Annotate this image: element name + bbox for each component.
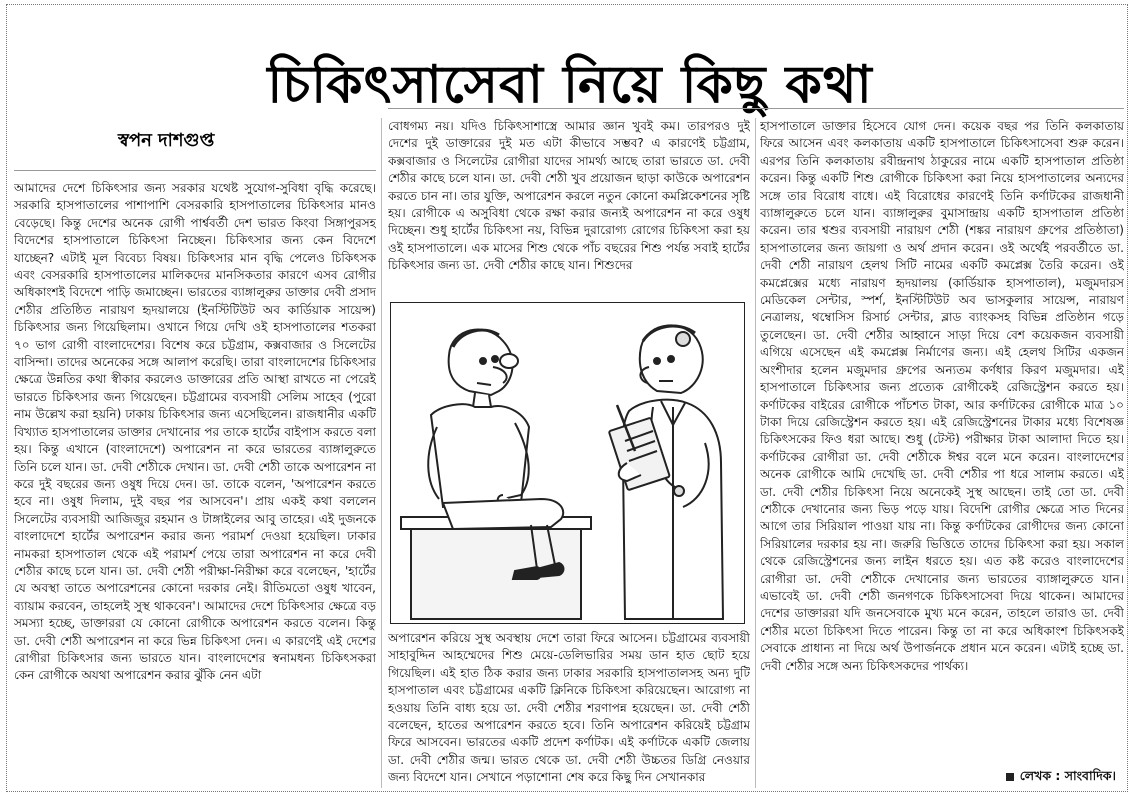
byline-divider <box>14 170 376 171</box>
signoff-label: লেখক : <box>1019 768 1061 783</box>
signoff-value: সাংবাদিক। <box>1064 768 1116 783</box>
article-column-1: আমাদের দেশে চিকিৎসার জন্য সরকার যথেষ্ট সুযোগ-সুবিধা বৃদ্ধি করেছে। সরকারি হাসপাতালের পাশাপাশি বেসরকারি হাসপাতালের চিকিৎসার মানও বেড়েছে। কিন্তু দেশের অনেক রোগী পার্শ্ববর্তী দেশ ভারত কিংবা সিঙ্গাপুরসহ বিদেশের হাসপাতালে চিকিৎসা নিচ্ছেন। চিকিৎসার জন্য কেন বিদেশে যাচ্ছেন? এটাই মূল বিবেচ্য বিষয়। চিকিৎসার মান বৃদ্ধি পেলেও চিকিৎসক এবং বেসরকারি হাসপাতালের মালিকদের মানসিকতার কারণে এসব রোগীর অধিকাংশই বিদেশে পাড়ি জমাচ্ছেন। ভারতের ব্যাঙ্গালুরুর ডাক্তার দেবী প্রসাদ শেঠীর প্রতিষ্ঠিত নারায়ণ হৃদয়ালয়ে (ইনস্টিটিউট অব কার্ডিয়াক সায়েন্স) চিকিৎসার জন্য গিয়েছিলাম। ওখানে গিয়ে দেখি ওই হাসপাতালের শতকরা ৭০ ভাগ রোগী বাংলাদেশের। বিশেষ করে চট্টগ্রাম, কক্সবাজার ও সিলেটের বাসিন্দা। তাদের অনেকের সঙ্গে আলাপ করেছি। তারা বাংলাদেশের চিকিৎসার ক্ষেত্রে উন্নতির কথা স্বীকার করলেও ডাক্তারের প্রতি আস্থা রাখতে না পেরেই ভারতে চিকিৎসার জন্য গিয়েছেন। চট্টগ্রামের ব্যবসায়ী সেলিম সাহেব (পুরো নাম উল্লেখ করা হয়নি) ঢাকায় চিকিৎসার জন্য এসেছিলেন। রাজধানীর একটি বিখ্যাত হাসপাতালের ডাক্তার দেখানোর পর তাকে হার্টের বাইপাস করতে বলা হয়। কিন্তু এখানে (বাংলাদেশে) অপারেশন না করে ভারতের ব্যাঙ্গালুরুতে তিনি চলে যান। ডা. দেবী শেঠীকে দেখান। ডা. দেবী শেঠী তাকে অপারেশন না করে দুই বছরের জন্য ওষুধ দিয়ে দেন। ডা. তাকে বলেন, 'অপারেশন করতে হবে না। ওষুধ দিলাম, দুই বছর পর আসবেন'। প্রায় একই কথা বললেন সিলেটের ব্যবসায়ী আজিজুর রহমান ও টাঙ্গাইলের আবু তাহের। এই দুজনকে বাংলাদেশে হার্টের অপারেশন করার জন্য পরামর্শ দেওয়া হয়েছিল। ঢাকার নামকরা হাসপাতাল থেকে এই পরামর্শ পেয়ে তারা অপারেশন না করে দেবী শেঠীর কাছে চলে যান। ডা. দেবী শেঠী পরীক্ষা-নিরীক্ষা করে বলেছেন, 'হার্টের যে অবস্থা তাতে অপারেশনের কোনো দরকার নেই। রীতিমতো ওষুধ খাবেন, ব্যায়াম করবেন, তাহলেই সুস্থ থাকবেন'। আমাদের দেশে চিকিৎসার ক্ষেত্রে বড় সমস্যা হচ্ছে, ডাক্তাররা যে কোনো রোগীকে অপারেশন করতে বলেন। কিন্তু ডা. দেবী শেঠী অপারেশন না করে ভিন্ন চিকিৎসা দেন। এ কারণেই এই দেশের রোগীরা চিকিৎসার জন্য ভারতে যান। বাংলাদেশের স্বনামধন্য চিকিৎসকরা কেন রোগীকে অযথা অপারেশন করার ঝুঁকি নেন এটা <box>14 181 376 683</box>
article-column-2-top: বোধগম্য নয়। যদিও চিকিৎসাশাস্ত্রে আমার জ্ঞান খুবই কম। তারপরও দুই দেশের দুই ডাক্তারের দুই মত এটা কীভাবে সম্ভব? এ কারণেই চট্টগ্রাম, কক্সবাজার ও সিলেটের রোগীরা যাদের সামর্থ্য আছে তারা ভারতে ডা. দেবী শেঠীর কাছে চলে যান। ডা. দেবী শেঠী খুব প্রয়োজন ছাড়া কাউকে অপারেশন করতে চান না। তার যুক্তি, অপারেশন করলে নতুন কোনো কমপ্লিকেশনের সৃষ্টি হয়। রোগীকে এ অসুবিধা থেকে রক্ষা করার জন্যই অপারেশন না করে ওষুধ দিচ্ছেন। শুধু হার্টের চিকিৎসা নয়, বিভিন্ন দুরারোগ্য রোগের চিকিৎসা করা হয় ওই হাসপাতালে। এক মাসের শিশু থেকে পাঁচ বছরের শিশু পর্যন্ত সবাই হার্টের চিকিৎসার জন্য ডা. দেবী শেঠীর কাছে যান। শিশুদের <box>388 119 750 273</box>
headline: চিকিৎসাসেবা নিয়ে কিছু কথা <box>267 54 873 115</box>
article-column-3: হাসপাতালে ডাক্তার হিসেবে যোগ দেন। কয়েক বছর পর তিনি কলকাতায় ফিরে আসেন এবং কলকাতায় একটি হাসপাতালে চিকিৎসাসেবা শুরু করেন। এরপর তিনি কলকাতায় রবীন্দ্রনাথ ঠাকুরের নামে একটি হাসপাতাল প্রতিষ্ঠা করেন। কিন্তু একটি শিশু রোগীকে চিকিৎসা করা নিয়ে হাসপাতালের অন্যদের সঙ্গে তার বিরোধ বাধে। এই বিরোধের কারণেই তিনি কর্ণাটকের রাজধানী ব্যাঙ্গালুরুতে চলে যান। ব্যাঙ্গালুরুর বুমাসান্দ্রায় একটি হাসপাতাল প্রতিষ্ঠা করেন। তার শ্বশুর ব্যবসায়ী নারায়ণ শেঠী (শঙ্কর নারায়ণ গ্রুপের প্রতিষ্ঠাতা) হাসপাতালের জন্য জায়গা ও অর্থ প্রদান করেন। ওই অর্থেই পরবর্তীতে ডা. দেবী শেঠী নারায়ণ হেলথ সিটি নামের একটি কমপ্লেক্স তৈরি করেন। ওই কমপ্লেক্সের মধ্যে নারায়ণ হৃদয়ালয় (কার্ডিয়াক হাসপাতাল), মজুমদারস মেডিকেল সেন্টার, স্পর্শ, ইনস্টিটিউট অব ভাসকুলার সায়েন্স, নারায়ণ নেত্রালয়, থম্বোসিস রিসার্চ সেন্টার, ব্লাড ব্যাংকসহ বিভিন্ন প্রতিষ্ঠান গড়ে তুলেছেন। ডা. দেবী শেঠীর আহ্বানে সাড়া দিয়ে বেশ কয়েকজন ব্যবসায়ী এগিয়ে এসেছেন এই কমপ্লেক্স নির্মাণের জন্য। এই হেলথ সিটির একজন অংশীদার হলেন মজুমদার গ্রুপের অন্যতম কর্ণধার কিরণ মজুমদার। এই হাসপাতালে চিকিৎসার জন্য প্রত্যেক রোগীকেই রেজিস্ট্রেশন করতে হয়। কর্ণাটকের বাইরের রোগীকে পাঁচশত টাকা, আর কর্ণাটকের রোগীকে মাত্র ১০ টাকা দিয়ে রেজিস্ট্রেশন করতে হয়। এই রেজিস্ট্রেশনের টাকার মধ্যে বিশেষজ্ঞ চিকিৎসকের ফিও ধরা আছে। শুধু (টেস্ট) পরীক্ষার টাকা আলাদা দিতে হয়। কর্ণাটকের রোগীরা ডা. দেবী শেঠীকে ঈশ্বর বলে মনে করেন। বাংলাদেশের অনেক রোগীকে আমি দেখেছি ডা. দেবী শেঠীর পা ধরে সালাম করতে। এই ডা. দেবী শেঠীর চিকিৎসা নিয়ে অনেকেই সুস্থ আছেন। তাই তো ডা. দেবী শেঠীকে দেখানোর জন্য ভিড় পড়ে যায়। বিদেশি রোগীর ক্ষেত্রে সাত দিনের আগে তার সিরিয়াল পাওয়া যায় না। কিন্তু কর্ণাটকের রোগীদের জন্য কোনো সিরিয়ালের দরকার হয় না। জরুরি ভিত্তিতে তাদের চিকিৎসা করা হয়। সকাল থেকে রেজিস্ট্রেশনের জন্য লাইন ধরতে হয়। এত কষ্ট করেও বাংলাদেশের রোগীরা ডা. দেবী শেঠীকে দেখানোর জন্য ভারতের ব্যাঙ্গালুরুতে যান। এভাবেই ডা. দেবী শেঠী জনগণকে চিকিৎসাসেবা দিয়ে থাকেন। আমাদের দেশের ডাক্তাররা যদি জনসেবাকে মুখ্য মনে করেন, তাহলে তারাও ডা. দেবী শেঠীর মতো চিকিৎসা দিতে পারেন। কিন্তু তা না করে অধিকাংশ চিকিৎসকই সেবাকে প্রাধান্য না দিয়ে অর্থ উপার্জনকে প্রধান মনে করেন। এটাই হচ্ছে ডা. দেবী শেঠীর সঙ্গে অন্য চিকিৎসকদের পার্থক্য। <box>760 119 1124 673</box>
column-divider <box>381 118 382 788</box>
column-divider <box>755 118 756 788</box>
author-signoff <box>1006 768 1116 788</box>
doctor-figure <box>609 325 723 619</box>
top-divider <box>388 108 1124 109</box>
bullet-square-icon <box>1006 773 1014 781</box>
doctor-patient-drawing <box>391 303 743 622</box>
cartoon-illustration <box>390 302 745 624</box>
article-column-2-bottom: অপারেশন করিয়ে সুস্থ অবস্থায় দেশে তারা ফিরে আসেন। চট্টগ্রামের ব্যবসায়ী সাহাবুদ্দিন আহম্মেদের শিশু মেয়ে-ডেলিভারির সময় ডান হাত ছোট হয়ে গিয়েছিল। এই হাত ঠিক করার জন্য ঢাকার সরকারি হাসপাতালসহ অন্য দুটি হাসপাতাল এবং চট্টগ্রামের একটি ক্লিনিকে চিকিৎসা করিয়েছেন। আরোগ্য না হওয়ায় তিনি বাধ্য হয়ে ডা. দেবী শেঠীর শরণাপন্ন হয়েছেন। ডা. দেবী শেঠী বলেছেন, হাতের অপারেশন করতে হবে। তিনি অপারেশন করিয়েই চট্টগ্রাম ফিরে আসবেন। ভারতের একটি প্রদেশ কর্ণাটক। এই কর্ণাটকে একটি জেলায় ডা. দেবী শেঠীর জন্ম। ভারত থেকে ডা. দেবী শেঠী উচ্চতর ডিগ্রি নেওয়ার জন্য বিদেশে যান। সেখানে পড়াশোনা শেষ করে কিছু দিন সেখানকার <box>388 631 750 785</box>
author-byline: স্বপন দাশগুপ্ত <box>118 130 215 151</box>
